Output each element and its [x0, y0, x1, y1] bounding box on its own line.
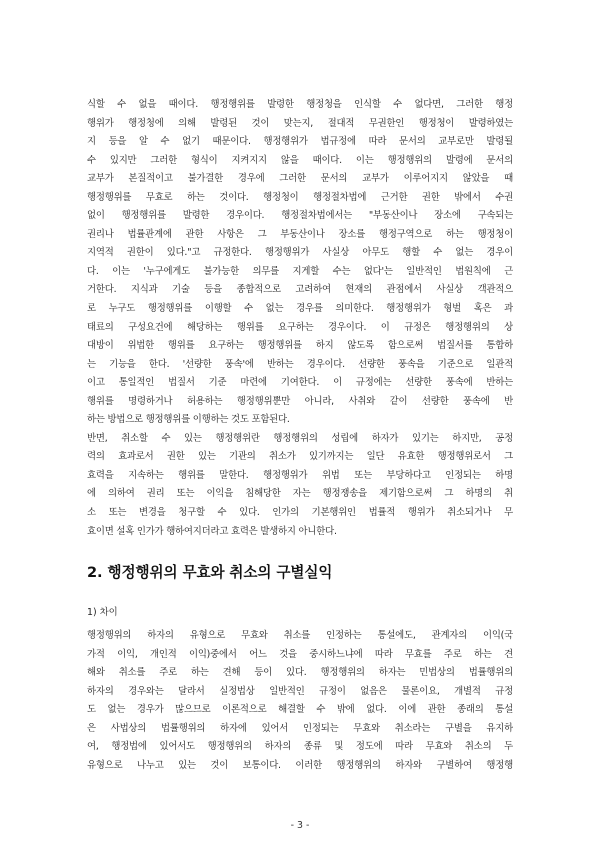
section-heading: 2. 행정행위의 무효와 취소의 구별실익 — [87, 564, 333, 581]
page-number: - 3 - — [290, 820, 310, 831]
text-line: 은 사법상의 법률행위의 하자에 있어서 인정되는 무효와 취소라는 구별을 유지하 — [87, 722, 513, 734]
text-line: 도 없는 경우가 많으므로 이론적으로 해결할 수 밖에 없다. 이에 관한 종래의 통설 — [87, 704, 513, 716]
text-line: 행위가 행정청에 의해 발령된 것이 맞는지, 절대적 무권한인 행정청이 발령하였는 — [87, 117, 513, 129]
text-line: 로 누구도 행정행위를 이행할 수 없는 경우를 의미한다. 행정행위가 형벌 혹은 과 — [87, 303, 513, 315]
text-line: 교부가 본질적이고 불가결한 경우에 그러한 문서의 교부가 이루어지지 않았을 때 — [87, 173, 513, 185]
text-line: 유형으로 나누고 있는 것이 보통이다. 이러한 행정행위의 하자와 구별하여 행정행 — [87, 759, 513, 771]
paragraph-invalid-grounds — [87, 96, 513, 541]
text-line: 식할 수 없을 때이다. 행정행위를 발령한 행정청을 인식할 수 없다면, 그러한 행정 — [87, 99, 513, 110]
text-line: 행정행위의 하자의 유형으로 무효와 취소를 인정하는 통설에도, 관계자의 이익(국 — [87, 630, 513, 641]
text-line: 는 기능을 한다. '선량한 풍속'에 반하는 경우이다. 선량한 풍속을 기준으로 일관적 — [87, 358, 513, 370]
text-line: 거한다. 지식과 기술 등을 종합적으로 고려하여 현재의 관점에서 사실상 객관적으 — [87, 284, 513, 296]
text-line: 대방이 위법한 행위를 요구하는 행정행위를 하지 않도록 함으로써 법질서를 통합하 — [87, 340, 513, 352]
subsection-heading: 1) 차이 — [87, 607, 118, 618]
text-line: 해와 취소를 주로 하는 견해 등이 있다. 행정행위의 하자는 민법상의 법률행위의 — [87, 667, 513, 679]
text-line: 하자의 경우와는 달라서 실정법상 일반적인 규정이 없음은 물론이요, 개별적 규정 — [87, 685, 513, 697]
text-line: 여, 행정법에 있어서도 행정행위의 하자의 종류 및 정도에 따라 무효와 취소의 두 — [87, 741, 513, 753]
text-line: 반면, 취소할 수 있는 행정행위란 행정행위의 성립에 하자가 있기는 하지만, 공정 — [87, 432, 513, 444]
text-line: 지역적 권한이 있다."고 규정한다. 행정행위가 사실상 아무도 행할 수 없는 경우이 — [87, 247, 513, 259]
text-line: 력의 효과로서 권한 있는 기관의 취소가 있기까지는 일단 유효한 행정행위로서 그 — [87, 451, 513, 463]
text-line: 소 또는 변경을 청구할 수 있다. 인가의 기본행위인 법률적 행위가 취소되거나 무 — [87, 507, 513, 519]
text-line: 다. 이는 '누구에게도 불가능한 의무를 지게할 수는 없다'는 일반적인 법원칙에 근 — [87, 265, 513, 277]
text-line: 행위를 명령하거나 허용하는 행정행위뿐만 아니라, 사취와 같이 선량한 풍속에 반 — [87, 395, 513, 407]
text-line: 권리나 법률관계에 관한 사항은 그 부동산이나 장소를 행정구역으로 하는 행정청이 — [87, 228, 513, 240]
text-line: 효이면 설혹 인가가 행하여지더라고 효력은 발생하지 아니한다. — [87, 525, 337, 537]
text-line: 하는 방법으로 행정행위를 이행하는 것도 포함된다. — [87, 414, 290, 426]
text-line: 지 등을 알 수 없기 때문이다. 행정행위가 법규정에 따라 문서의 교부로만 발령될 — [87, 136, 513, 148]
text-line: 효력을 지속하는 행위를 말한다. 행정행위가 위법 또는 부당하다고 인정되는 하명 — [87, 469, 513, 481]
text-line: 태료의 구성요건에 해당하는 행위를 요구하는 경우이다. 이 규정은 행정행위의 상 — [87, 321, 513, 333]
paragraph-difference — [87, 627, 513, 775]
text-line: 에 의하여 권리 또는 이익을 침해당한 자는 행정쟁송을 제기함으로써 그 하명의 취 — [87, 488, 513, 500]
text-line: 가적 이익, 개인적 이익)중에서 어느 것을 중시하느냐에 따라 무효를 주로 하는 견 — [87, 648, 513, 660]
text-line: 행정행위를 무효로 하는 것이다. 행정청이 행정절차법에 근거한 권한 밖에서 수권 — [87, 191, 513, 203]
text-line: 수 있지만 그러한 형식이 지켜지지 않을 때이다. 이는 행정행위의 발령에 문서의 — [87, 154, 513, 166]
text-line: 없이 행정행위를 발령한 경우이다. 행정절차법에서는 "부동산이나 장소에 구속되는 — [87, 210, 513, 222]
text-line: 이고 통일적인 법질서 기준 마련에 기여한다. 이 규정에는 선량한 풍속에 반하는 — [87, 377, 513, 389]
